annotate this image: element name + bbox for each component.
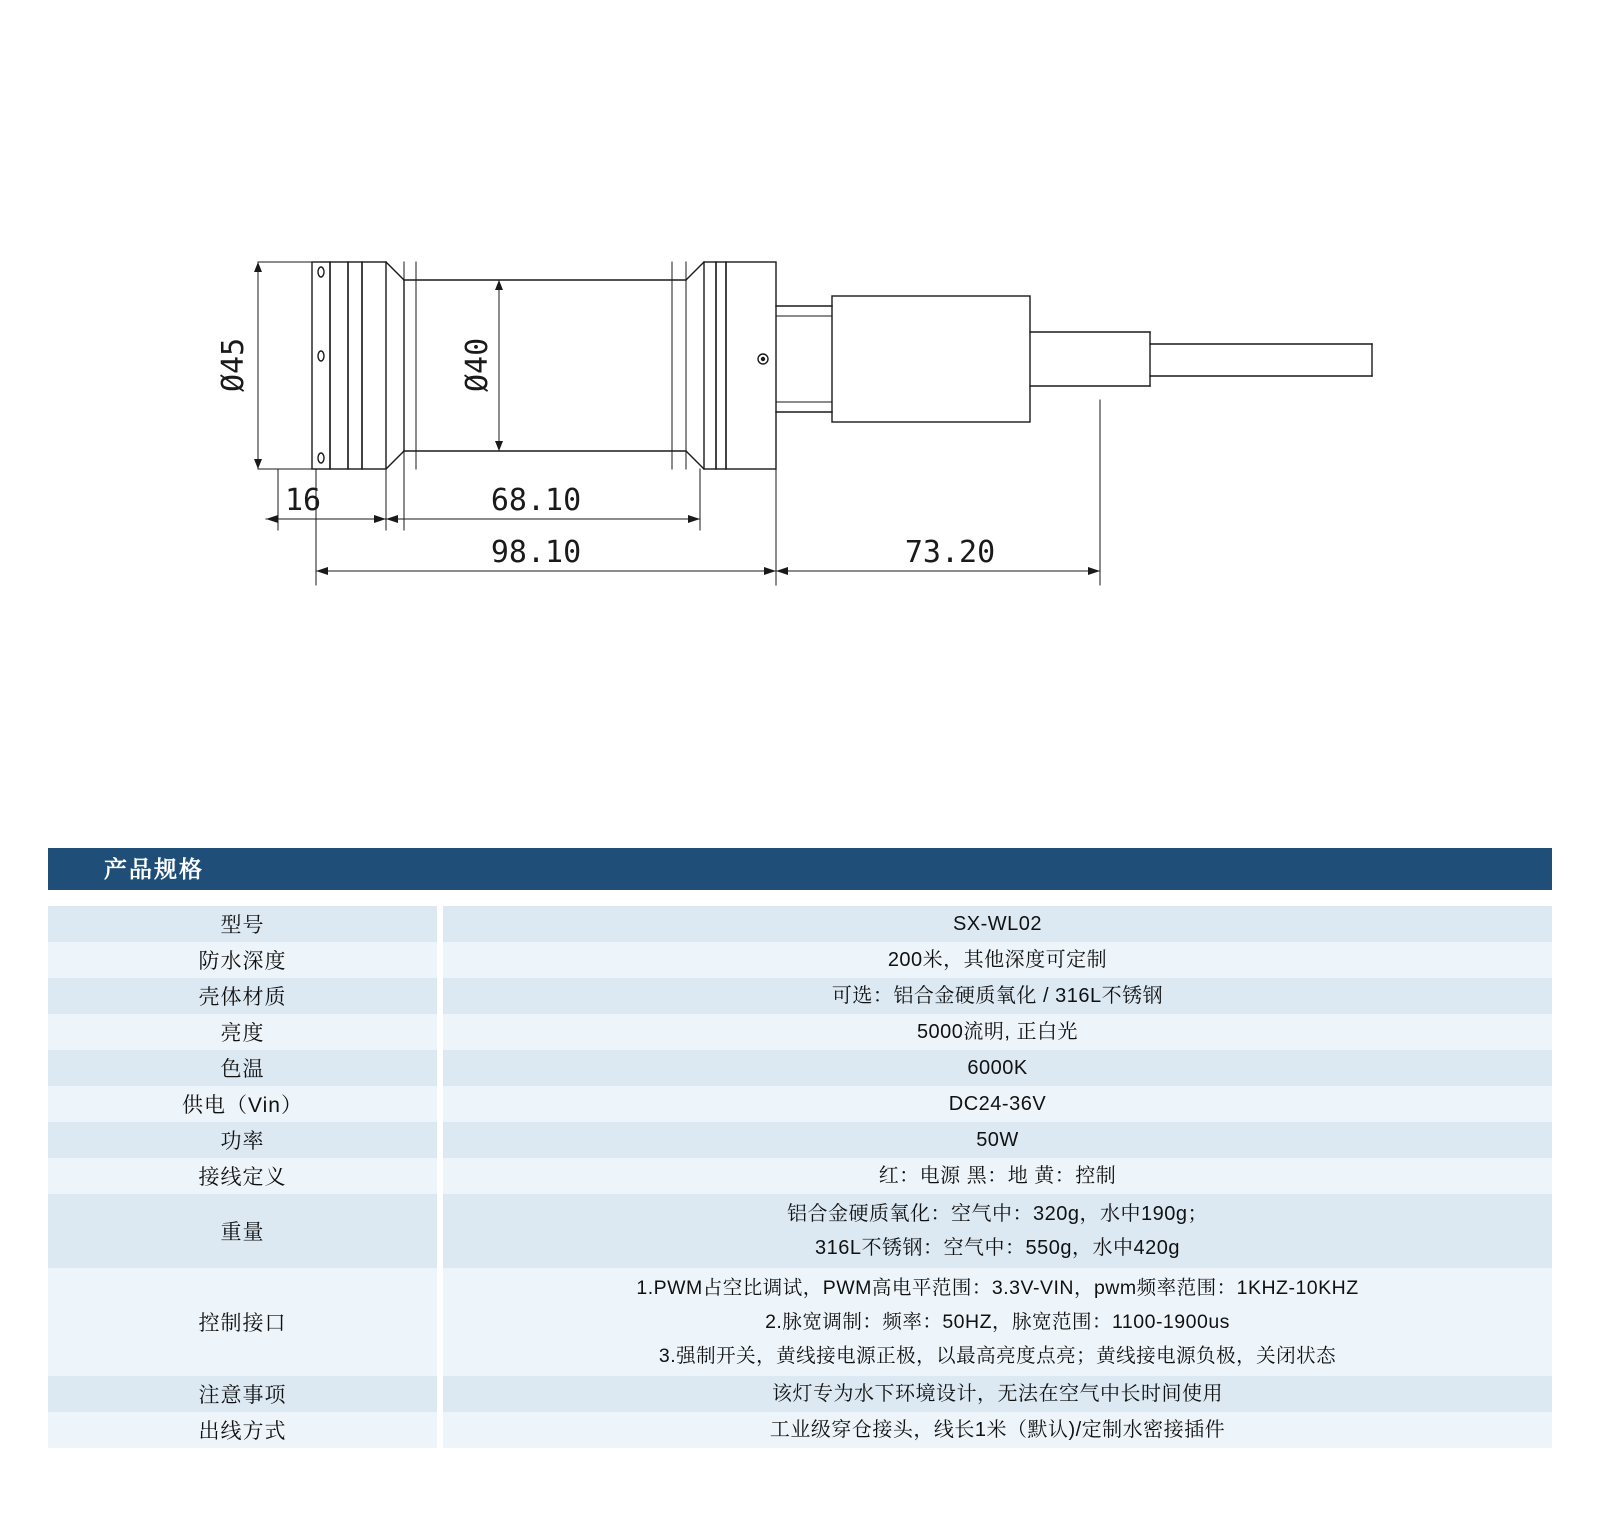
table-row	[48, 1014, 1552, 1050]
spec-section-title: 产品规格	[48, 848, 1552, 890]
table-row	[48, 978, 1552, 1014]
spec-value-line: SX-WL02	[952, 913, 1043, 935]
dim-16-arrow-left	[266, 515, 278, 523]
dim-text-len-front: 16	[284, 483, 322, 518]
rear-ring-1	[704, 262, 716, 469]
endcap-hole-bottom	[318, 453, 324, 463]
spec-label: 接线定义	[48, 1158, 440, 1194]
dim-73-arrow-left	[776, 567, 788, 575]
taper-bottom-right	[686, 451, 704, 469]
table-row	[48, 1086, 1552, 1122]
cable-gland-body	[832, 296, 1030, 422]
product-spec-section	[48, 848, 1552, 1448]
taper-bottom-left	[386, 451, 404, 469]
table-row	[48, 906, 1552, 942]
rear-screw-inner	[761, 357, 765, 361]
spec-label: 功率	[48, 1122, 440, 1158]
endcap-hole-top	[318, 267, 324, 277]
spec-value-line: 3.强制开关，黄线接电源正极，以最高亮度点亮；黄线接电源负极，关闭状态	[658, 1345, 1337, 1367]
spec-value	[440, 1086, 1552, 1122]
dim-text-diameter-outer: Ø45	[216, 337, 251, 392]
dim-text-len-total: 98.10	[490, 535, 582, 570]
endcap-ring-1	[330, 262, 348, 469]
dim-d45-arrow-bottom	[254, 459, 262, 469]
spec-value-line: 316L不锈钢：空气中：550g，水中420g	[815, 1237, 1180, 1259]
table-row	[48, 1194, 1552, 1268]
spec-value	[440, 1122, 1552, 1158]
taper-top-left	[386, 262, 404, 280]
spec-label: 供电（Vin）	[48, 1086, 440, 1122]
spec-label: 亮度	[48, 1014, 440, 1050]
spec-value	[440, 1412, 1552, 1448]
dim-73-arrow-right	[1088, 567, 1100, 575]
spec-value	[440, 1014, 1552, 1050]
dim-text-len-body: 68.10	[490, 483, 582, 518]
spec-label: 重量	[48, 1194, 440, 1268]
spec-value-line: DC24-36V	[948, 1093, 1047, 1115]
table-row	[48, 1376, 1552, 1412]
table-row	[48, 942, 1552, 978]
table-row	[48, 1122, 1552, 1158]
endcap-ring-2	[348, 262, 362, 469]
spec-label: 型号	[48, 906, 440, 942]
spec-value	[440, 1050, 1552, 1086]
table-row	[48, 1268, 1552, 1376]
dim-98-arrow-left	[316, 567, 328, 575]
spec-value-line: 200米，其他深度可定制	[887, 949, 1108, 971]
spec-value	[440, 1158, 1552, 1194]
spec-value	[440, 942, 1552, 978]
dim-d40-arrow-bottom	[495, 441, 503, 451]
dim-68-arrow-right	[688, 515, 700, 523]
spec-value	[440, 1376, 1552, 1412]
dim-text-len-cable: 73.20	[904, 535, 996, 570]
spec-value-line: 工业级穿仓接头，线长1米（默认)/定制水密接插件	[769, 1419, 1226, 1441]
dim-d45-arrow-top	[254, 262, 262, 272]
rear-housing	[726, 262, 776, 469]
spec-value-line: 红：电源 黑：地 黄：控制	[878, 1165, 1117, 1187]
endcap-ring-3	[362, 262, 386, 469]
spec-table	[48, 906, 1552, 1448]
spec-value	[440, 1268, 1552, 1376]
spec-value-line: 6000K	[967, 1057, 1028, 1079]
spec-value	[440, 906, 1552, 942]
spec-value	[440, 978, 1552, 1014]
spec-label: 控制接口	[48, 1268, 440, 1376]
dim-text-diameter-inner: Ø40	[460, 337, 495, 392]
dim-68-arrow-left	[386, 515, 398, 523]
spec-label: 注意事项	[48, 1376, 440, 1412]
table-row	[48, 1158, 1552, 1194]
dim-98-arrow-right	[764, 567, 776, 575]
spec-value-line: 1.PWM占空比调试，PWM高电平范围：3.3V-VIN，pwm频率范围：1KHZ-10KHZ	[636, 1277, 1359, 1299]
table-row	[48, 1412, 1552, 1448]
taper-top-right	[686, 262, 704, 280]
spec-value-line: 5000流明, 正白光	[916, 1021, 1079, 1043]
spec-value-line: 50W	[976, 1129, 1019, 1151]
endcap-outer	[312, 262, 330, 469]
dim-16-arrow-right	[374, 515, 386, 523]
spec-value-line: 铝合金硬质氧化：空气中：320g，水中190g；	[787, 1203, 1208, 1225]
spec-label: 色温	[48, 1050, 440, 1086]
dim-d40-arrow-top	[495, 280, 503, 290]
spec-value-line: 可选：铝合金硬质氧化 / 316L不锈钢	[831, 985, 1164, 1007]
table-row	[48, 1050, 1552, 1086]
spec-value-line: 2.脉宽调制：频率：50HZ，脉宽范围：1100-1900us	[765, 1311, 1230, 1333]
spec-value	[440, 1194, 1552, 1268]
endcap-hole-mid	[318, 351, 324, 361]
rear-ring-2	[716, 262, 726, 469]
spec-value-line: 该灯专为水下环境设计，无法在空气中长时间使用	[772, 1383, 1223, 1405]
spec-label: 防水深度	[48, 942, 440, 978]
spec-label: 出线方式	[48, 1412, 440, 1448]
spec-label: 壳体材质	[48, 978, 440, 1014]
